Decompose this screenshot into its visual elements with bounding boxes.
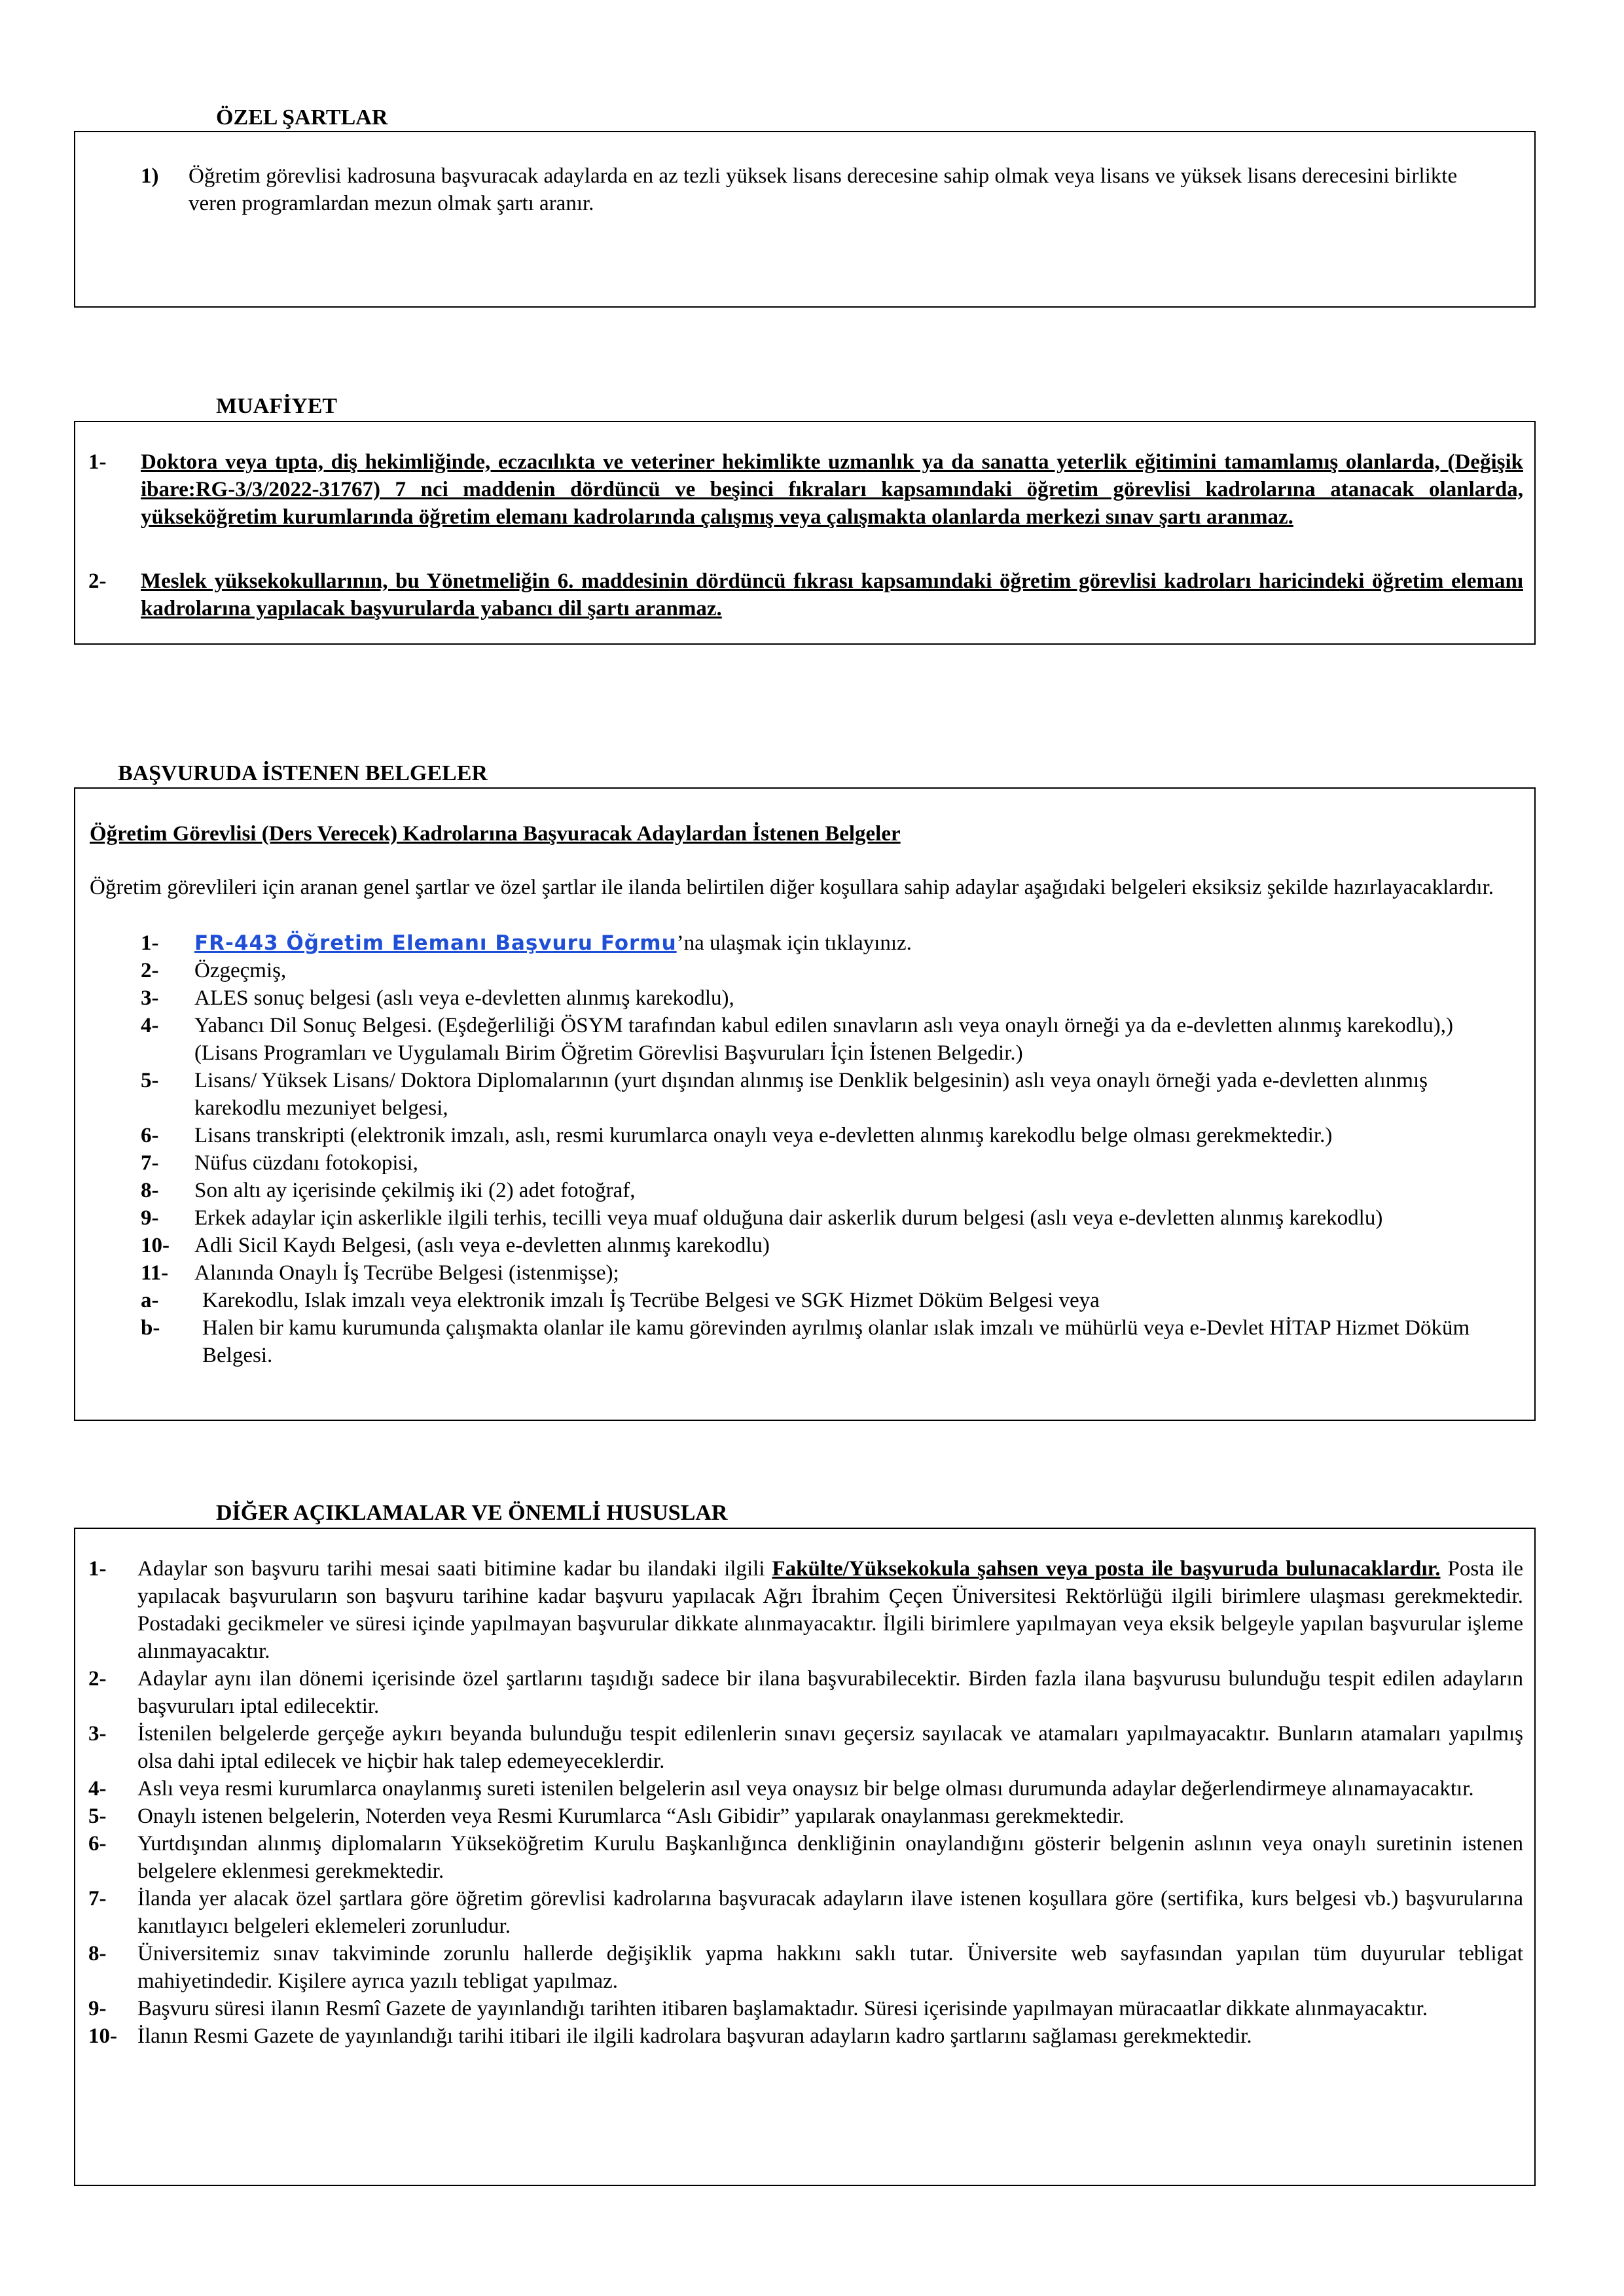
diger-box: [74, 1528, 1536, 2186]
item-text: Lisans transkripti (elektronik imzalı, aslı, resmi kurumlarca onaylı veya e-devletten alınmış karekodlu belge olması gerekmektedir.): [194, 1124, 1333, 1147]
item-number: 7-: [88, 1887, 107, 1910]
item-number: 1-: [88, 450, 107, 474]
item-number: 2-: [141, 959, 159, 982]
item-number: 7-: [141, 1151, 159, 1175]
diger-heading: DİĞER AÇIKLAMALAR VE ÖNEMLİ HUSUSLAR: [216, 1501, 728, 1525]
list-item: [141, 929, 1519, 957]
item-number: 9-: [88, 1997, 107, 2020]
list-item: [88, 1720, 1523, 1775]
item-text: Doktora veya tıpta, diş hekimliğinde, eczacılıkta ve veteriner hekimlikte uzmanlık ya da sanatta yeterlik eğitimini tamamlamış olanlarda, (Değişik ibare:RG-3/3/2022-31767) 7 nci maddenin dördüncü ve beşinci fıkraları kapsamındaki öğretim görevlisi kadrolarına atanacak olanlarda, yükseköğretim kurumlarında öğretim elemanı kadrolarında çalışmış veya çalışmakta olanlarda merkezi sınav şartı aranmaz.: [141, 450, 1523, 529]
item-text: Başvuru süresi ilanın Resmî Gazete de yayınlandığı tarihten itibaren başlamaktadır. Süresi içerisinde yapılmayan müracaatlar dikkate alınmayacaktır.: [137, 1997, 1428, 2020]
item-number: 1-: [141, 931, 159, 955]
list-item: [88, 1665, 1523, 1720]
item-text: Lisans/ Yüksek Lisans/ Doktora Diplomalarının (yurt dışından alınmış ise Denklik belgesinin) aslı veya onaylı örneği yada e-devletten alınmış karekodlu mezuniyet belgesi,: [194, 1069, 1428, 1120]
item-text: ALES sonuç belgesi (aslı veya e-devletten alınmış karekodlu),: [194, 986, 734, 1010]
list-item: [88, 1940, 1523, 1995]
item-text: Halen bir kamu kurumunda çalışmakta olanlar ile kamu görevinden ayrılmış olanlar ıslak imzalı ve mühürlü veya e-Devlet HİTAP Hizmet Döküm Belgesi.: [202, 1316, 1470, 1367]
belgeler-heading: BAŞVURUDA İSTENEN BELGELER: [118, 761, 488, 785]
item-text: Öğretim görevlisi kadrosuna başvuracak adaylarda en az tezli yüksek lisans derecesine sahip olmak veya lisans ve yüksek lisans derecesini birlikte veren programlardan mezun olmak şartı aranır.: [189, 164, 1458, 215]
ozel-sartlar-item: [141, 162, 1502, 217]
list-item: [141, 1232, 1519, 1259]
item-text: Üniversitemiz sınav takviminde zorunlu hallerde değişiklik yapma hakkını saklı tutar. Üniversite web sayfasından yapılan tüm duyurular tebligat mahiyetindedir. Kişilere ayrıca yazılı tebligat yapılmaz.: [137, 1942, 1523, 1993]
list-item: [88, 1995, 1523, 2022]
item-number: 8-: [141, 1179, 159, 1202]
application-form-link[interactable]: FR-443 Öğretim Elemanı Başvuru Formu: [194, 931, 677, 955]
item-text: Karekodlu, Islak imzalı veya elektronik imzalı İş Tecrübe Belgesi ve SGK Hizmet Döküm Belgesi veya: [202, 1289, 1100, 1312]
item-number: 10-: [88, 2024, 117, 2048]
item-text: Özgeçmiş,: [194, 959, 287, 982]
item-text: İlanın Resmi Gazete de yayınlandığı tarihi itibari ile ilgili kadrolara başvuran adayların kadro şartlarını sağlaması gerekmektedir.: [137, 2024, 1252, 2048]
item-text: İstenilen belgelerde gerçeğe aykırı beyanda bulunduğu tespit edilenlerin sınavı geçersiz sayılacak ve atamaları yapılmayacaktır. Bunların atamaları yapılmış olsa dahi iptal edilecek ve hiçbir hak talep edemeyeceklerdir.: [137, 1722, 1523, 1773]
item-number: 4-: [141, 1014, 159, 1037]
item-text: Erkek adaylar için askerlikle ilgili terhis, tecilli veya muaf olduğuna dair askerlik durum belgesi (aslı veya e-devletten alınmış karekodlu): [194, 1206, 1383, 1230]
item-number: 5-: [88, 1804, 107, 1828]
ozel-sartlar-heading: ÖZEL ŞARTLAR: [216, 105, 388, 130]
list-item: [88, 2022, 1523, 2050]
list-item: [141, 1177, 1519, 1204]
item-number: 2-: [88, 569, 107, 593]
item1-emphasis: Fakülte/Yüksekokula şahsen veya posta ile başvuruda bulunacaklardır.: [772, 1557, 1441, 1581]
list-item: [88, 1775, 1523, 1803]
item-text: Adli Sicil Kaydı Belgesi, (aslı veya e-devletten alınmış karekodlu): [194, 1234, 770, 1257]
item-text: Aslı veya resmi kurumlarca onaylanmış sureti istenilen belgelerin asıl veya onaysız bir belge olması durumunda adaylar değerlendirmeye alınamayacaktır.: [137, 1777, 1474, 1801]
item-number: 8-: [88, 1942, 107, 1965]
muafiyet-box: [74, 421, 1536, 645]
item-text: Nüfus cüzdanı fotokopisi,: [194, 1151, 418, 1175]
list-item: [141, 984, 1519, 1012]
item-letter: a-: [141, 1289, 159, 1312]
item-number: 3-: [88, 1722, 107, 1746]
item-number: 6-: [88, 1832, 107, 1856]
item-number: 11-: [141, 1261, 169, 1285]
list-item: [141, 1067, 1519, 1122]
belgeler-intro: Öğretim görevlileri için aranan genel şartlar ve özel şartlar ile ilanda belirtilen diğer koşullara sahip adaylar aşağıdaki belgeleri eksiksiz şekilde hazırlayacaklardır.: [90, 876, 1494, 899]
document-list: [141, 929, 1519, 1369]
list-item: [141, 1204, 1519, 1232]
item1-text-start: Adaylar son başvuru tarihi mesai saati bitimine kadar bu ilandaki ilgili: [137, 1557, 772, 1581]
ozel-sartlar-box: [74, 131, 1536, 308]
list-item: [88, 1555, 1523, 1665]
item-number: 4-: [88, 1777, 107, 1801]
muafiyet-heading: MUAFİYET: [216, 394, 338, 418]
item-number: 10-: [141, 1234, 170, 1257]
item-text: Adaylar aynı ilan dönemi içerisinde özel şartlarını taşıdığı sadece bir ilana başvurabilecektir. Birden fazla ilana başvurusu bulunduğu tespit edilen adayların başvuruları iptal edilecektir.: [137, 1667, 1523, 1718]
item-number: 5-: [141, 1069, 159, 1092]
belgeler-box: [74, 787, 1536, 1421]
muafiyet-item: [88, 567, 1523, 622]
item-text: Onaylı istenen belgelerin, Noterden veya Resmi Kurumlarca “Aslı Gibidir” yapılarak onaylanması gerekmektedir.: [137, 1804, 1125, 1828]
list-item: [141, 957, 1519, 984]
item-number: 2-: [88, 1667, 107, 1691]
item-number: 3-: [141, 986, 159, 1010]
list-item: [88, 1885, 1523, 1940]
item-number: 6-: [141, 1124, 159, 1147]
item-text: Alanında Onaylı İş Tecrübe Belgesi (istenmişse);: [194, 1261, 619, 1285]
muafiyet-item: [88, 448, 1523, 531]
item-text: [137, 1555, 1523, 1665]
diger-list: [88, 1555, 1523, 2050]
item-letter: b-: [141, 1316, 160, 1340]
list-item: [141, 1259, 1519, 1287]
item-number: 1): [141, 164, 159, 188]
list-item: [141, 1149, 1519, 1177]
item-text: İlanda yer alacak özel şartlara göre öğretim görevlisi kadrolarına başvuracak adayların ilave istenen koşullara göre (sertifika, kurs belgesi vb.) başvurularına kanıtlayıcı belgeleri eklemeleri zorunludur.: [137, 1887, 1523, 1938]
item-text: Yabancı Dil Sonuç Belgesi. (Eşdeğerliliği ÖSYM tarafından kabul edilen sınavların aslı veya onaylı örneği ya da e-devletten alınmış karekodlu),) (Lisans Programları ve Uygulamalı Birim Öğretim Görevlisi Başvuruları İçin İstenen Belgedir.): [194, 1014, 1453, 1065]
form-link-suffix: ’na ulaşmak için tıklayınız.: [676, 931, 912, 955]
item-text: [194, 929, 1519, 957]
belgeler-subheading: Öğretim Görevlisi (Ders Verecek) Kadrolarına Başvuracak Adaylardan İstenen Belgeler: [90, 822, 901, 846]
item-text: Yurtdışından alınmış diplomaların Yükseköğretim Kurulu Başkanlığınca denkliğinin onaylandığını gösterir belgenin aslının veya onaylı suretinin istenen belgelere eklenmesi gerekmektedir.: [137, 1832, 1523, 1883]
item-text: Son altı ay içerisinde çekilmiş iki (2) adet fotoğraf,: [194, 1179, 636, 1202]
list-item: [141, 1122, 1519, 1149]
item-number: 9-: [141, 1206, 159, 1230]
sub-list-item: [133, 1287, 1519, 1314]
sub-list-item: [133, 1314, 1519, 1369]
list-item: [88, 1830, 1523, 1885]
item1-text-end: Posta ile yapılacak başvuruların son başvuru tarihine kadar başvuru yapılacak Ağrı İbrahim Çeçen Üniversitesi Rektörlüğü ilgili birimlere ulaşması gerekmektedir. Postadaki gecikmeler ve süresi içinde yapılmayan başvurular dikkate alınmayacaktır. İlgili birimlere yapılmayan veya eksik belgeyle yapılan başvurular işleme alınmayacaktır.: [137, 1557, 1523, 1663]
item-text: Meslek yüksekokullarının, bu Yönetmeliğin 6. maddesinin dördüncü fıkrası kapsamındaki öğretim görevlisi kadroları haricindeki öğretim elemanı kadrolarına yapılacak başvurularda yabancı dil şartı aranmaz.: [141, 569, 1523, 620]
list-item: [141, 1012, 1519, 1067]
list-item: [88, 1803, 1523, 1830]
item-number: 1-: [88, 1557, 107, 1581]
